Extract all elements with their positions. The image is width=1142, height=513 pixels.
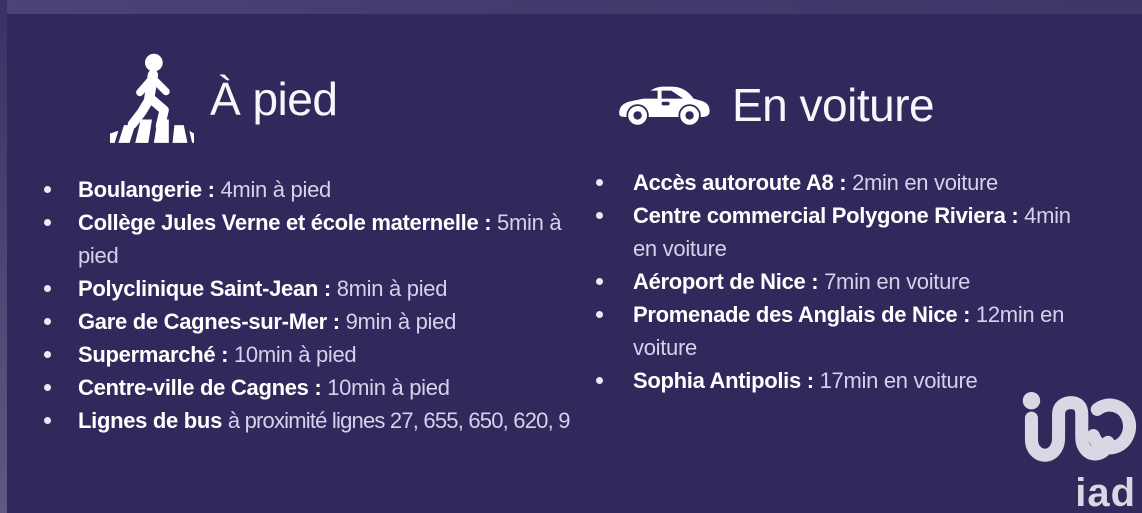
list-item xyxy=(592,265,1072,298)
list-item xyxy=(592,166,1072,199)
place-detail: 4min à pied xyxy=(220,177,331,202)
place-label: Aéroport de Nice : xyxy=(633,269,819,294)
place-label: Lignes de bus xyxy=(78,408,223,433)
place-detail: 4min en voiture xyxy=(633,203,1071,261)
walk-section-title: À pied xyxy=(210,73,338,125)
place-detail: à proximité lignes 27, 655, 650, 620, 9 xyxy=(227,408,570,433)
top-edge-highlight xyxy=(0,0,1142,14)
list-item xyxy=(40,173,580,206)
car-section-header xyxy=(616,80,934,130)
place-label: Sophia Antipolis : xyxy=(633,368,814,393)
car-section-title: En voiture xyxy=(732,79,935,131)
left-edge-highlight xyxy=(0,0,7,513)
place-detail: 10min à pied xyxy=(327,375,450,400)
place-label: Collège Jules Verne et école maternelle : xyxy=(78,210,492,235)
car-section-list xyxy=(592,166,1072,397)
place-label: Gare de Cagnes-sur-Mer : xyxy=(78,309,340,334)
list-item xyxy=(40,338,580,371)
list-item xyxy=(592,298,1072,364)
car-icon xyxy=(616,80,712,130)
place-label: Centre commercial Polygone Riviera : xyxy=(633,203,1019,228)
place-label: Polyclinique Saint-Jean : xyxy=(78,276,331,301)
list-item xyxy=(40,404,580,437)
place-label: Centre-ville de Cagnes : xyxy=(78,375,322,400)
place-label: Promenade des Anglais de Nice : xyxy=(633,302,971,327)
place-detail: 7min en voiture xyxy=(824,269,971,294)
walk-section-list xyxy=(40,173,580,437)
place-detail: 8min à pied xyxy=(336,276,448,301)
place-detail: 2min en voiture xyxy=(852,170,998,195)
iad-logo-mark xyxy=(998,392,1138,481)
place-detail: 5min à pied xyxy=(78,210,562,268)
place-label: Supermarché : xyxy=(78,342,229,367)
iad-logo xyxy=(998,392,1138,513)
place-detail: 12min en voiture xyxy=(633,302,1065,360)
walk-section-header xyxy=(110,52,337,146)
place-label: Boulangerie : xyxy=(78,177,215,202)
list-item xyxy=(40,272,580,305)
place-detail: 9min à pied xyxy=(345,309,457,334)
list-item xyxy=(40,206,580,272)
pedestrian-crossing-icon xyxy=(110,52,194,146)
place-label: Accès autoroute A8 : xyxy=(633,170,847,195)
place-detail: 17min en voiture xyxy=(819,368,978,393)
place-detail: 10min à pied xyxy=(233,342,357,367)
list-item xyxy=(40,371,580,404)
iad-logo-text: iad xyxy=(1075,471,1136,513)
list-item xyxy=(592,199,1072,265)
list-item xyxy=(40,305,580,338)
